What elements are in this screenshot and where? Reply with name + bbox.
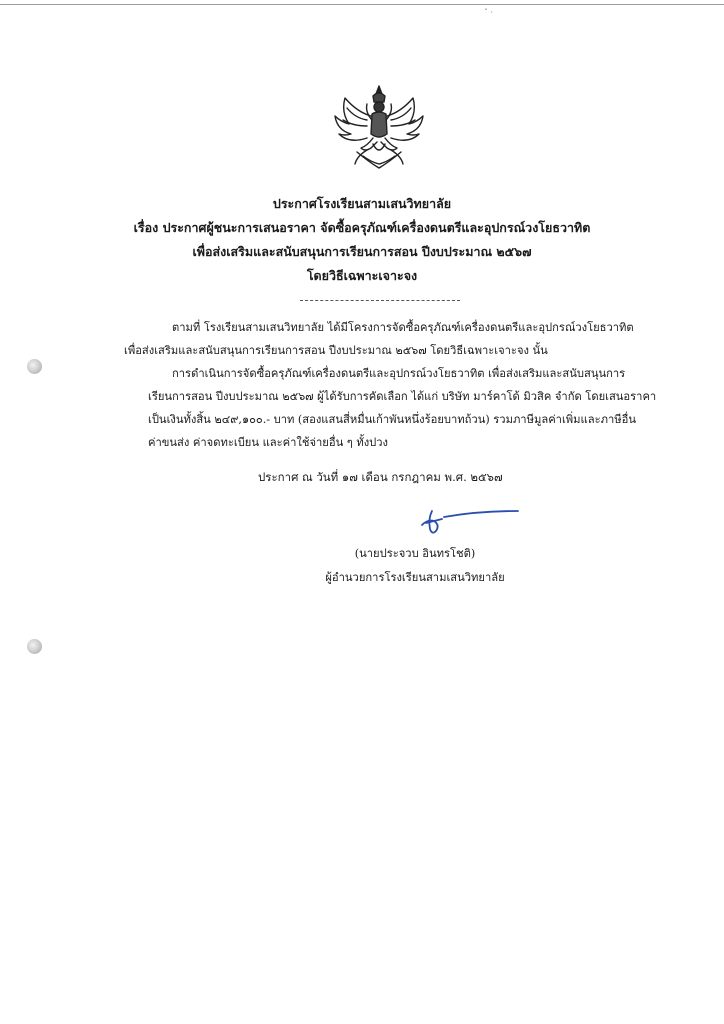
header-title: ประกาศโรงเรียนสามเสนวิทยาลัย [272,196,452,211]
handwritten-signature-icon [418,505,522,537]
announcement-date: ประกาศ ณ วันที่ ๑๗ เดือน กรกฎาคม พ.ศ. ๒๕๖๗ [258,470,503,484]
garuda-emblem-icon [327,82,431,172]
body-paragraph-2-line-1: การดำเนินการจัดซื้อครุภัณฑ์เครื่องดนตรีและอุปกรณ์วงโยธวาทิต เพื่อส่งเสริมและสนับสนุนการ [172,367,626,380]
header-method: โดยวิธีเฉพาะเจาะจง [306,268,418,283]
scan-artifact: ˇ · [484,8,494,17]
signer-block [300,542,530,590]
header-purpose: เพื่อส่งเสริมและสนับสนุนการเรียนการสอน ปีงบประมาณ ๒๕๖๗ [192,244,532,259]
signer-position: ผู้อำนวยการโรงเรียนสามเสนวิทยาลัย [325,571,505,584]
body-paragraph-2-line-2: เรียนการสอน ปีงบประมาณ ๒๕๖๗ ผู้ได้รับการคัดเลือก ได้แก่ บริษัท มาร์คาโด้ มิวสิค จำกัด โดยเสนอราคา [148,390,657,403]
signer-name: (นายประจวบ อินทรโชติ) [354,547,476,560]
body-paragraph-2-line-3: เป็นเงินทั้งสิ้น ๒๔๙,๑๐๐.- บาท (สองแสนสี่หมื่นเก้าพันหนึ่งร้อยบาทถ้วน) รวมภาษีมูลค่าเพิ่มและภาษีอื่น [148,413,637,426]
body-paragraph-2-line-4: ค่าขนส่ง ค่าจดทะเบียน และค่าใช้จ่ายอื่น ๆ ทั้งปวง [148,436,389,449]
scan-edge-line [0,4,724,5]
body-paragraph-1-line-1: ตามที่ โรงเรียนสามเสนวิทยาลัย ได้มีโครงการจัดซื้อครุภัณฑ์เครื่องดนตรีและอุปกรณ์วงโยธวาทิต [172,321,634,334]
punch-hole-top [27,359,42,374]
document-body [124,316,657,454]
body-paragraph-1-line-2: เพื่อส่งเสริมและสนับสนุนการเรียนการสอน ปีงบประมาณ ๒๕๖๗ โดยวิธีเฉพาะเจาะจง นั้น [124,344,548,357]
header-divider [300,300,460,301]
punch-hole-bottom [27,639,42,654]
document-header [0,192,724,288]
header-subject: เรื่อง ประกาศผู้ชนะการเสนอราคา จัดซื้อครุภัณฑ์เครื่องดนตรีและอุปกรณ์วงโยธวาทิต [133,220,591,235]
